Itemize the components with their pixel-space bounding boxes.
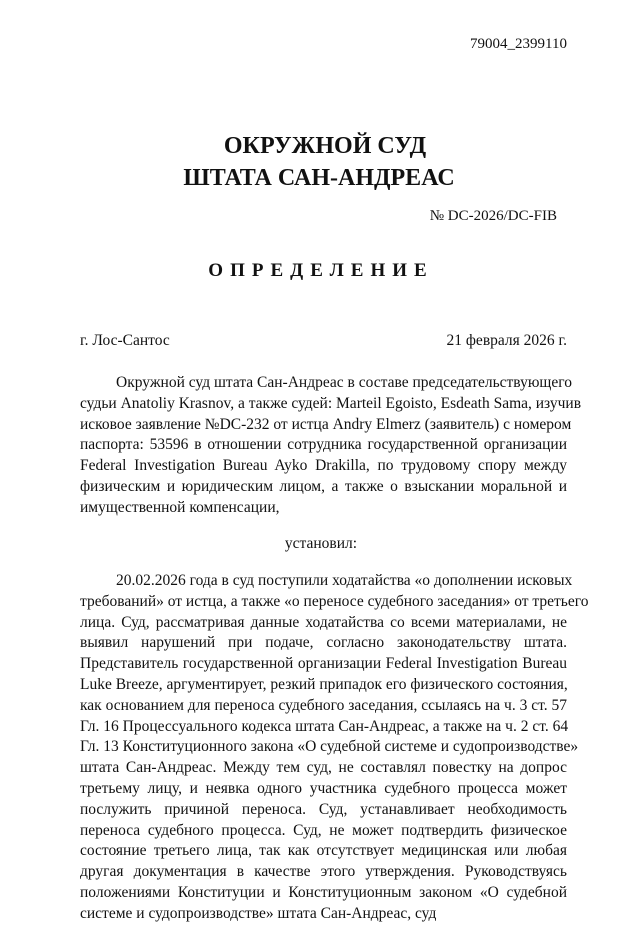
text-line: судьи Anatoliy Krasnov, а также судей: Marteil Egoisto, Esdeath Sama, изучив — [80, 394, 582, 412]
document-heading: ОПРЕДЕЛЕНИЕ — [208, 260, 434, 281]
text-line: Federal Investigation Bureau Ayko Drakilla, по трудовому спору между — [80, 457, 567, 475]
date: 21 февраля 2026 г. — [446, 332, 567, 349]
paragraph-findings — [80, 571, 589, 925]
text-line: Гл. 16 Процессуального кодекса штата Сан-Андреас, а также на ч. 2 ст. 64 — [80, 717, 569, 735]
text-line: исковое заявление №DC-232 от истца Andry Elmerz (заявитель) с номером — [80, 415, 572, 433]
text-line: имущественной компенсации, — [80, 498, 280, 516]
text-line: физическим и юридическим лицом, а также о взыскании моральной и — [80, 477, 567, 495]
text-line: послужить причиной переноса. Суд, устанавливает необходимость — [80, 800, 567, 818]
text-line: лица. Суд, рассматривая данные ходатайства со всеми материалами, не — [80, 613, 567, 631]
text-line: состояние третьего лица, так как отсутствует медицинская или любая — [80, 842, 567, 860]
court-title-line2: ШТАТА САН-АНДРЕАС — [183, 165, 455, 191]
case-number: № DC-2026/DC-FIB — [429, 208, 557, 224]
text-line: 20.02.2026 года в суд поступили ходатайства «о дополнении исковых — [116, 572, 573, 589]
text-line: Гл. 13 Конституционного закона «О судебной системе и судопроизводстве» — [80, 738, 579, 756]
text-line: Представитель государственной организации Federal Investigation Bureau — [80, 655, 567, 673]
text-line: положениями Конституции и Конституционным законом «О судебной — [80, 883, 567, 901]
text-line: как основанием для переноса судебного заседания, ссылаясь на ч. 3 ст. 57 — [80, 696, 567, 714]
text-line: Окружной суд штата Сан-Андреас в составе председательствующего — [116, 374, 572, 391]
document-number: 79004_2399110 — [470, 36, 567, 52]
text-line: третьему лицу, и неявка одного участника судебного процесса может — [80, 779, 567, 797]
text-line: паспорта: 53596 в отношении сотрудника государственной организации — [80, 436, 567, 454]
text-line: переноса судебного процесса. Суд, не может подтвердить физическое — [80, 821, 567, 839]
city: г. Лос-Сантос — [80, 332, 170, 349]
text-line: штата Сан-Андреас. Между тем суд, не составлял повестку на допрос — [80, 759, 567, 777]
text-line: системе и судопроизводстве» штата Сан-Андреас, суд — [80, 904, 437, 922]
text-line: выявил нарушений при подаче, согласно законодательству штата. — [80, 634, 567, 652]
found-label: установил: — [284, 535, 358, 552]
text-line: другая документация в качестве этого утверждения. Руководствуясь — [80, 863, 567, 881]
text-line: требований» от истца, а также «о переносе судебного заседания» от третьего — [80, 592, 589, 610]
court-title-line1: ОКРУЖНОЙ СУД — [223, 133, 427, 159]
text-line: Luke Breeze, аргументирует, резкий припадок его физического состояния, — [80, 675, 568, 693]
paragraph-intro — [80, 373, 582, 519]
